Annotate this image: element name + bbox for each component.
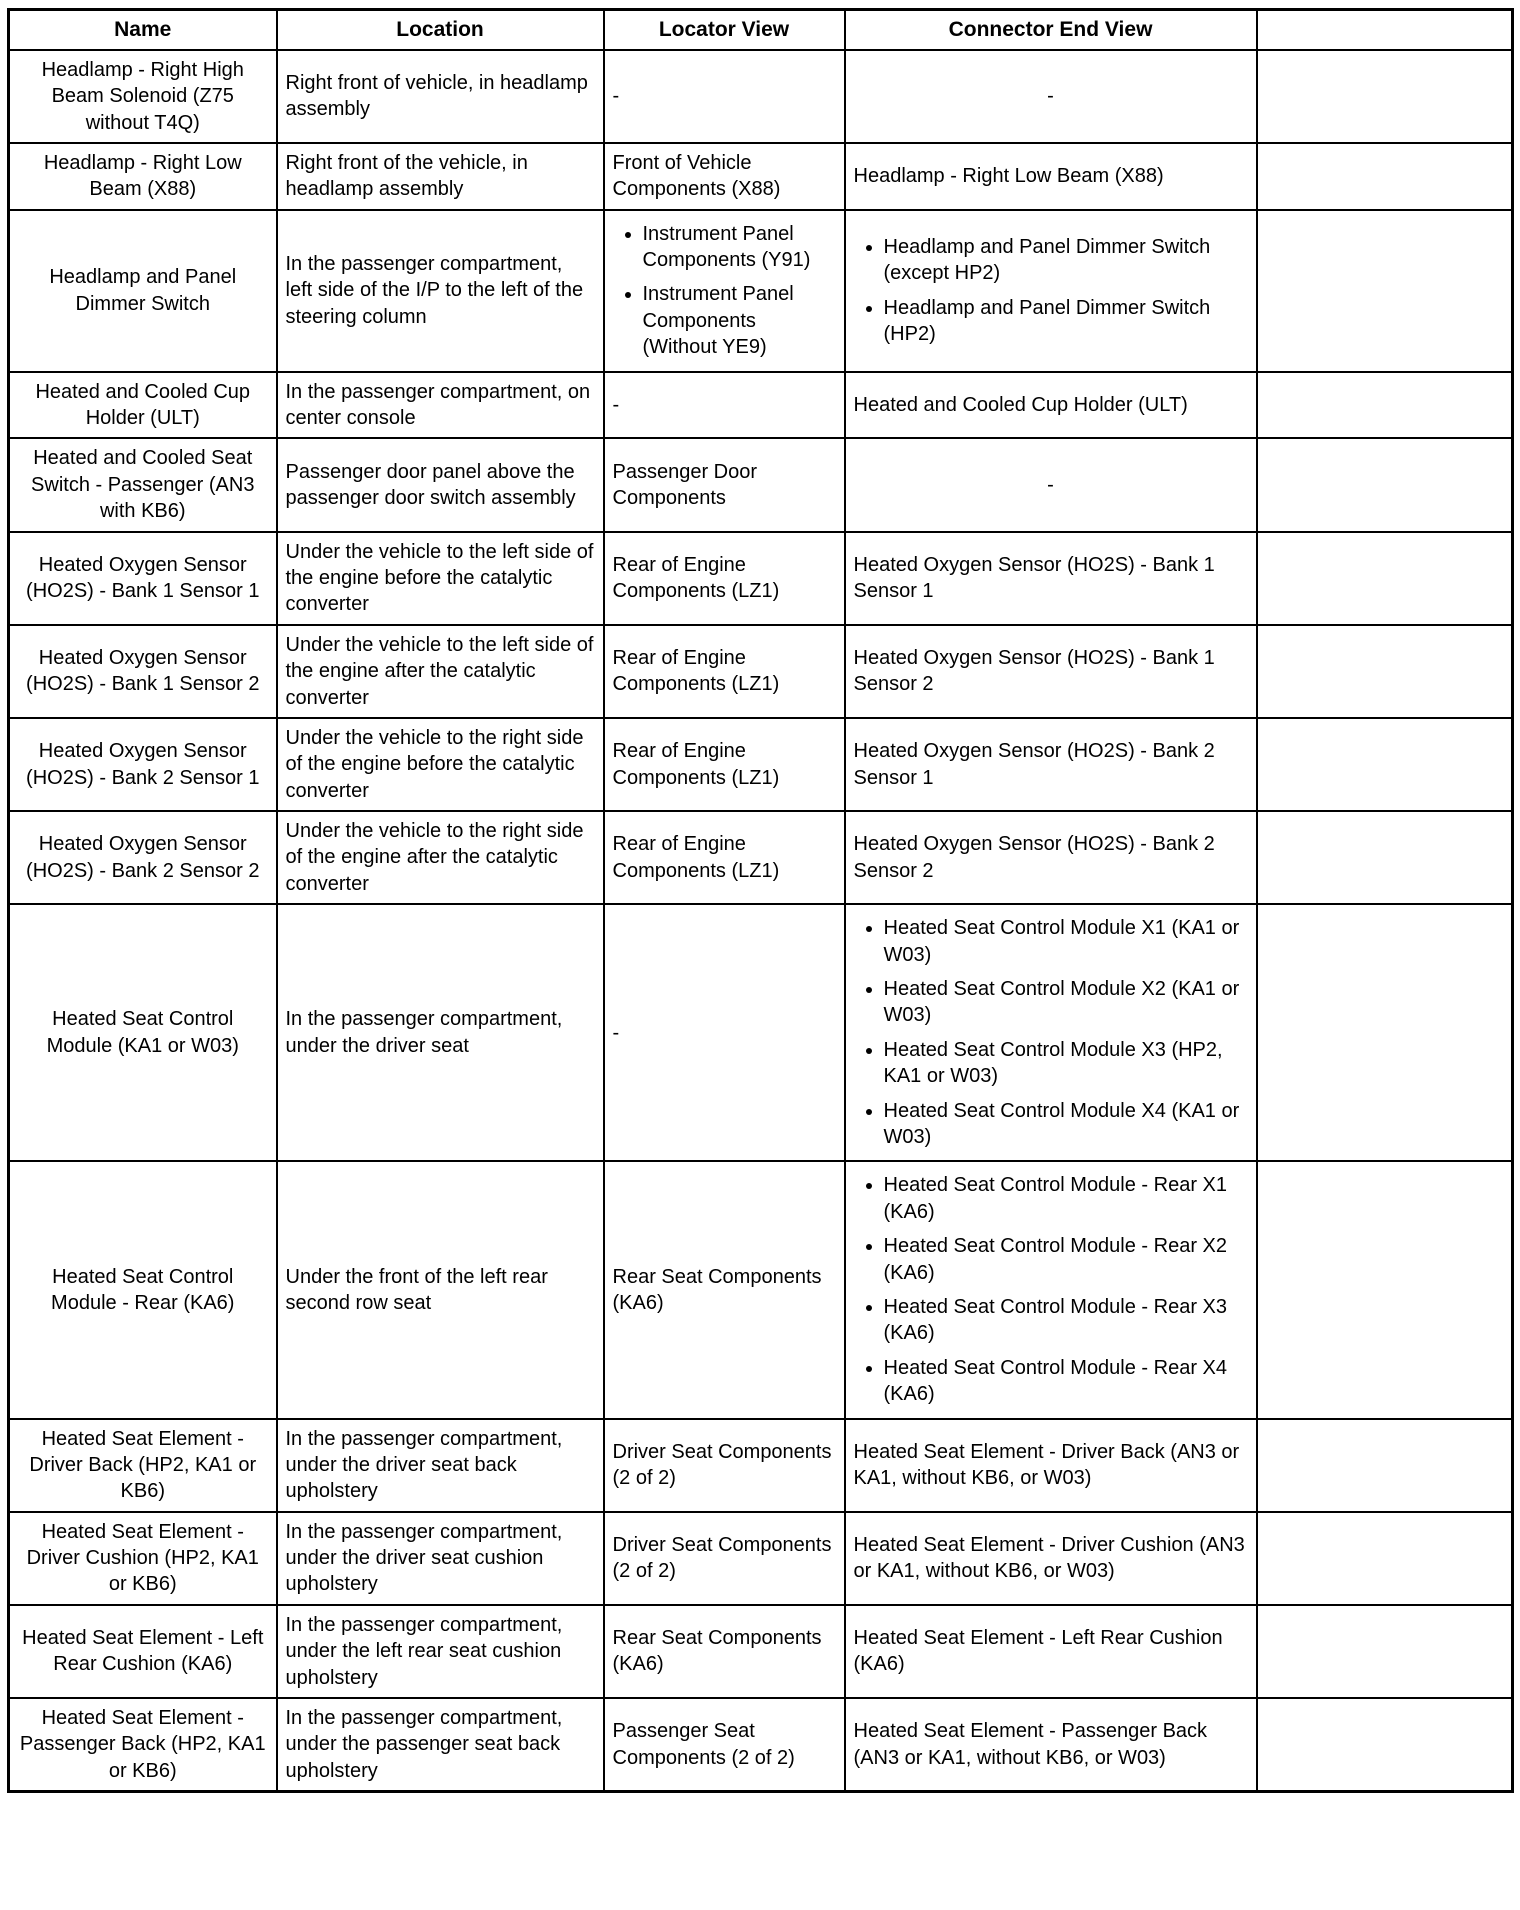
cell-name: Heated and Cooled Cup Holder (ULT): [9, 372, 277, 439]
cell-locator-view: -: [604, 904, 845, 1161]
cell-connector-end-view: Heated Seat Element - Driver Back (AN3 or KA1, without KB6, or W03): [845, 1419, 1257, 1512]
column-header-spacer: [1257, 10, 1513, 50]
cell-locator-view: Rear of Engine Components (LZ1): [604, 625, 845, 718]
cell-location: Under the vehicle to the left side of the engine after the catalytic converter: [277, 625, 604, 718]
cell-spacer: [1257, 438, 1513, 531]
bullet-item: • Headlamp and Panel Dimmer Switch (HP2): [884, 291, 1248, 352]
cell-spacer: [1257, 1605, 1513, 1698]
cell-location: In the passenger compartment, left side of the I/P to the left of the steering column: [277, 210, 604, 372]
cell-locator-view: Driver Seat Components (2 of 2): [604, 1512, 845, 1605]
cell-name: Heated Seat Control Module - Rear (KA6): [9, 1161, 277, 1418]
cell-name: Heated Oxygen Sensor (HO2S) - Bank 2 Sensor 1: [9, 718, 277, 811]
table-row: [9, 718, 1513, 811]
cell-location: Right front of the vehicle, in headlamp assembly: [277, 143, 604, 210]
cell-locator-view: -: [604, 50, 845, 143]
cell-spacer: [1257, 50, 1513, 143]
cell-location: In the passenger compartment, under the driver seat: [277, 904, 604, 1161]
bullet-item: • Heated Seat Control Module - Rear X2 (KA6): [884, 1229, 1248, 1290]
bullet-item: • Heated Seat Control Module X4 (KA1 or W03): [884, 1094, 1248, 1155]
cell-location: Under the vehicle to the right side of the engine after the catalytic converter: [277, 811, 604, 904]
cell-connector-end-view: Heated Oxygen Sensor (HO2S) - Bank 2 Sensor 2: [845, 811, 1257, 904]
cell-location: In the passenger compartment, under the driver seat back upholstery: [277, 1419, 604, 1512]
cell-location: In the passenger compartment, under the left rear seat cushion upholstery: [277, 1605, 604, 1698]
cell-name: Headlamp - Right High Beam Solenoid (Z75 without T4Q): [9, 50, 277, 143]
cell-location: Under the vehicle to the right side of the engine before the catalytic converter: [277, 718, 604, 811]
cell-locator-view: Rear of Engine Components (LZ1): [604, 811, 845, 904]
table-row: [9, 532, 1513, 625]
bullet-list: [854, 1168, 1248, 1411]
cell-location: Passenger door panel above the passenger door switch assembly: [277, 438, 604, 531]
bullet-item: • Headlamp and Panel Dimmer Switch (except HP2): [884, 230, 1248, 291]
cell-connector-end-view: Heated Seat Element - Driver Cushion (AN3 or KA1, without KB6, or W03): [845, 1512, 1257, 1605]
cell-connector-end-view: Heated Oxygen Sensor (HO2S) - Bank 2 Sensor 1: [845, 718, 1257, 811]
table-row: [9, 210, 1513, 372]
bullet-list: [613, 217, 836, 365]
cell-name: Heated Seat Element - Passenger Back (HP2, KA1 or KB6): [9, 1698, 277, 1792]
cell-location: In the passenger compartment, on center console: [277, 372, 604, 439]
bullet-item: • Heated Seat Control Module - Rear X4 (KA6): [884, 1351, 1248, 1412]
column-header-name: Name: [9, 10, 277, 50]
cell-name: Heated Oxygen Sensor (HO2S) - Bank 2 Sensor 2: [9, 811, 277, 904]
table-row: [9, 625, 1513, 718]
cell-name: Heated and Cooled Seat Switch - Passenger (AN3 with KB6): [9, 438, 277, 531]
cell-locator-view: Rear Seat Components (KA6): [604, 1161, 845, 1418]
cell-connector-end-view: Heated Seat Element - Passenger Back (AN3 or KA1, without KB6, or W03): [845, 1698, 1257, 1792]
cell-name: Headlamp and Panel Dimmer Switch: [9, 210, 277, 372]
cell-name: Heated Oxygen Sensor (HO2S) - Bank 1 Sensor 1: [9, 532, 277, 625]
cell-spacer: [1257, 210, 1513, 372]
cell-connector-end-view: [845, 210, 1257, 372]
cell-locator-view: Rear of Engine Components (LZ1): [604, 532, 845, 625]
cell-name: Heated Seat Element - Left Rear Cushion (KA6): [9, 1605, 277, 1698]
cell-spacer: [1257, 372, 1513, 439]
column-header-connector-end-view: Connector End View: [845, 10, 1257, 50]
cell-connector-end-view: Heated Oxygen Sensor (HO2S) - Bank 1 Sensor 2: [845, 625, 1257, 718]
cell-name: Heated Oxygen Sensor (HO2S) - Bank 1 Sensor 2: [9, 625, 277, 718]
bullet-item: • Heated Seat Control Module - Rear X1 (KA6): [884, 1168, 1248, 1229]
table-row: [9, 1419, 1513, 1512]
cell-connector-end-view: Heated Seat Element - Left Rear Cushion (KA6): [845, 1605, 1257, 1698]
bullet-list: [854, 911, 1248, 1154]
cell-name: Heated Seat Element - Driver Cushion (HP2, KA1 or KB6): [9, 1512, 277, 1605]
table-row: [9, 904, 1513, 1161]
bullet-item: • Heated Seat Control Module - Rear X3 (KA6): [884, 1290, 1248, 1351]
cell-locator-view: Front of Vehicle Components (X88): [604, 143, 845, 210]
table-row: [9, 1512, 1513, 1605]
cell-spacer: [1257, 718, 1513, 811]
table-row: [9, 1698, 1513, 1792]
cell-connector-end-view: Heated and Cooled Cup Holder (ULT): [845, 372, 1257, 439]
cell-connector-end-view: Headlamp - Right Low Beam (X88): [845, 143, 1257, 210]
column-header-location: Location: [277, 10, 604, 50]
cell-locator-view: -: [604, 372, 845, 439]
cell-locator-view: Rear of Engine Components (LZ1): [604, 718, 845, 811]
cell-connector-end-view: [845, 904, 1257, 1161]
cell-locator-view: [604, 210, 845, 372]
cell-location: Under the front of the left rear second row seat: [277, 1161, 604, 1418]
cell-locator-view: Passenger Seat Components (2 of 2): [604, 1698, 845, 1792]
cell-location: In the passenger compartment, under the driver seat cushion upholstery: [277, 1512, 604, 1605]
cell-locator-view: Passenger Door Components: [604, 438, 845, 531]
cell-spacer: [1257, 143, 1513, 210]
bullet-item: • Instrument Panel Components (Without YE9): [643, 277, 836, 364]
bullet-item: • Heated Seat Control Module X3 (HP2, KA1 or W03): [884, 1033, 1248, 1094]
cell-location: Right front of vehicle, in headlamp assembly: [277, 50, 604, 143]
cell-location: Under the vehicle to the left side of the engine before the catalytic converter: [277, 532, 604, 625]
column-header-locator-view: Locator View: [604, 10, 845, 50]
cell-connector-end-view: [845, 1161, 1257, 1418]
table-row: [9, 143, 1513, 210]
cell-connector-end-view: -: [845, 50, 1257, 143]
cell-spacer: [1257, 1512, 1513, 1605]
table-row: [9, 811, 1513, 904]
cell-locator-view: Rear Seat Components (KA6): [604, 1605, 845, 1698]
cell-spacer: [1257, 1419, 1513, 1512]
bullet-item: • Instrument Panel Components (Y91): [643, 217, 836, 278]
cell-name: Headlamp - Right Low Beam (X88): [9, 143, 277, 210]
cell-spacer: [1257, 1161, 1513, 1418]
cell-connector-end-view: Heated Oxygen Sensor (HO2S) - Bank 1 Sensor 1: [845, 532, 1257, 625]
table-row: [9, 50, 1513, 143]
cell-spacer: [1257, 532, 1513, 625]
table-row: [9, 1161, 1513, 1418]
bullet-item: • Heated Seat Control Module X2 (KA1 or W03): [884, 972, 1248, 1033]
cell-name: Heated Seat Element - Driver Back (HP2, KA1 or KB6): [9, 1419, 277, 1512]
table-row: [9, 372, 1513, 439]
cell-locator-view: Driver Seat Components (2 of 2): [604, 1419, 845, 1512]
table-row: [9, 1605, 1513, 1698]
bullet-item: • Heated Seat Control Module X1 (KA1 or W03): [884, 911, 1248, 972]
cell-spacer: [1257, 1698, 1513, 1792]
table-header-row: [9, 10, 1513, 50]
cell-spacer: [1257, 625, 1513, 718]
cell-connector-end-view: -: [845, 438, 1257, 531]
cell-spacer: [1257, 904, 1513, 1161]
cell-location: In the passenger compartment, under the passenger seat back upholstery: [277, 1698, 604, 1792]
cell-spacer: [1257, 811, 1513, 904]
bullet-list: [854, 230, 1248, 352]
cell-name: Heated Seat Control Module (KA1 or W03): [9, 904, 277, 1161]
connector-location-table: [7, 8, 1514, 1793]
table-row: [9, 438, 1513, 531]
